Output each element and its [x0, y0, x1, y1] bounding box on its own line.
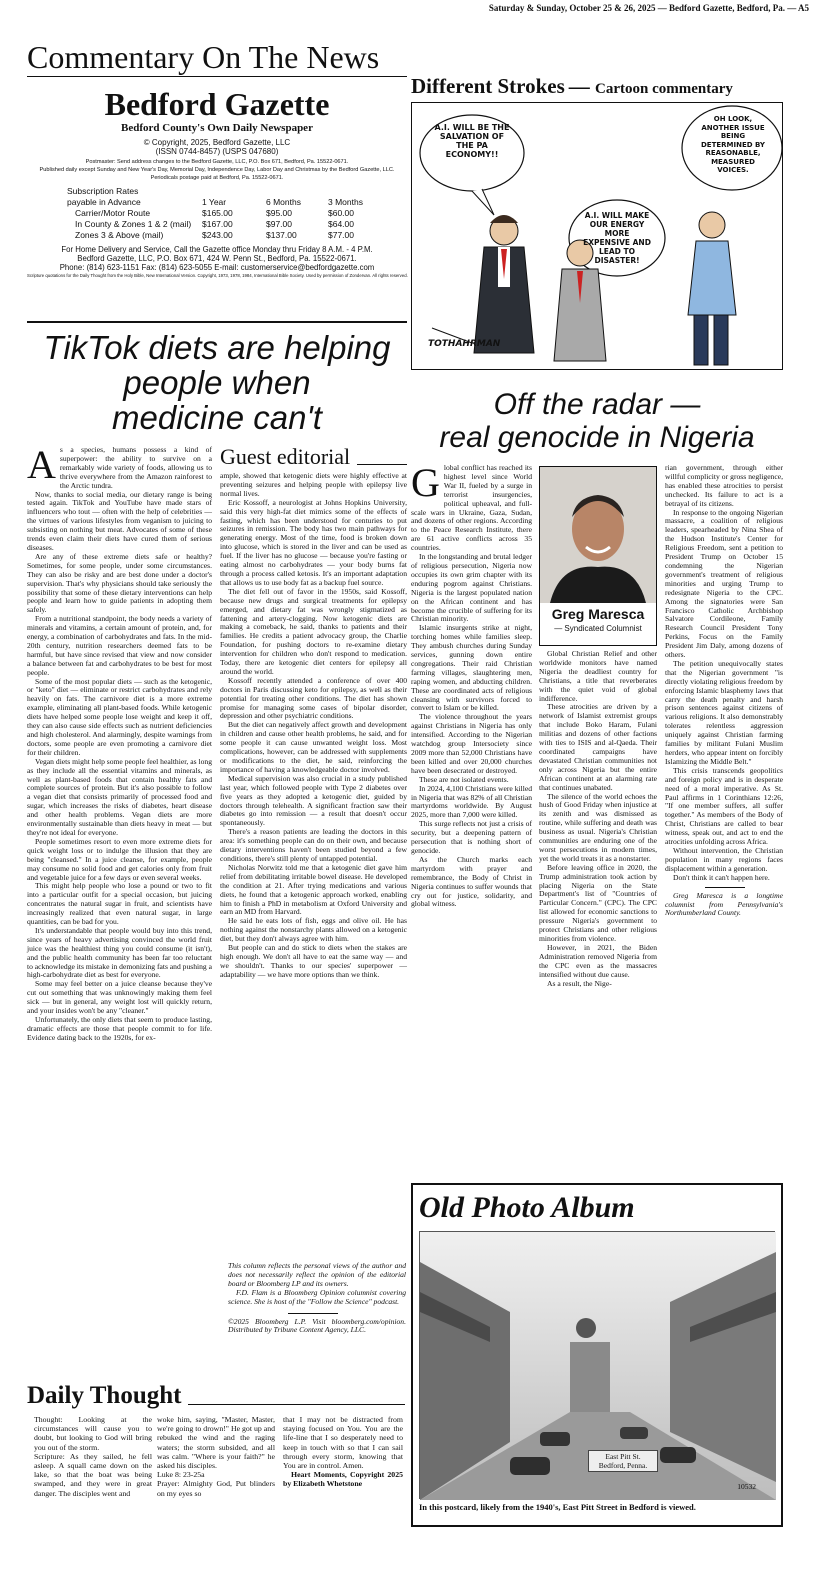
author-photo-box — [539, 466, 657, 646]
column-col-2 — [539, 649, 657, 988]
editorial-dropcap: A — [27, 442, 56, 487]
paragraph: People sometimes resort to even more extreme diets for quick weight loss or to indulge the illusion that they are being "cleansed." In a juice cleanse, for example, people may consume no solid food and get calories only from fruit and vegetable juice for a few days or even several weeks. — [27, 836, 212, 882]
rates-cell: $77.00 — [328, 230, 354, 240]
paragraph: Are any of these extreme diets safe or healthy? Sometimes, for some people, under some circumstances. They can also be risky and are best done under a doctor's supervision. That's why physicians should take seriously the possibility that some of these dietary interventions can help people and learn how to guide patients in adopting them safely. — [27, 551, 212, 615]
cartoon-frame — [411, 102, 783, 370]
editorial-headline-line: people when — [123, 364, 311, 401]
photo-label-line: East Pitt St. — [605, 1452, 641, 1461]
editorial-headline-line: TikTok diets are helping — [43, 329, 391, 366]
rates-header: 6 Months — [266, 197, 301, 207]
column-dropcap: G — [411, 460, 440, 505]
paragraph: Vegan diets might help some people feel healthier, as long as they include all the essential vitamins and minerals, as well as plant-based foods that contain healthy fats and complete sources of protein. But it's also possible to follow a vegan diet that consists primarily of processed food and sugar, which increases the risks of diabetes, heart disease and other health problems. Vegan diets are more environmentally sustainable than diets heavy in meat — but they're not ideal for everyone. — [27, 756, 212, 837]
photo-frame — [419, 1231, 775, 1499]
folio: Saturday & Sunday, October 25 & 26, 2025 — Bedford Gazette, Bedford, Pa. — A5 — [488, 3, 809, 13]
rates-cell: $243.00 — [202, 230, 233, 240]
paragraph: But people can and do stick to diets when the stakes are high enough. We don't all have to eat the same way — and we shouldn't. Thanks to our species' superpower — adaptability — we have more options than we think. — [220, 943, 407, 979]
paragraph: lobal conflict has reached its highest level since World War II, fueled by a surge in terrorist insurgencies, political upheaval, and full-scale wars in Ukraine, Gaza, Sudan, and dozens of other regions. According to the Peace Research Institute, there are 61 active conflicts across 35 countries. — [411, 463, 532, 553]
editorial-credit: ©2025 Bloomberg L.P. Visit bloomberg.com/opinion. Distributed by Tribune Content Agency, LLC. — [228, 1316, 406, 1335]
editorial-headline — [27, 330, 407, 435]
paragraph: Kossoff recently attended a conference of over 400 doctors in Paris discussing keto for epilepsy, as well as their potential for treating other conditions. The diet has shown promise for managing some cases of bipolar disorder, depression and other psychiatric conditions. — [220, 675, 407, 721]
rates-cell: $167.00 — [202, 219, 233, 229]
cartoon-section: Different Strokes — [411, 74, 565, 98]
paragraph: In 2024, 4,100 Christians were killed in Nigeria that was 82% of all Christian martyrdoms worldwide. By August 2025, more than 7,000 were killed. — [411, 783, 532, 820]
paragraph: Some may feel better on a juice cleanse because they've cut out something that was unknowingly making them feel sick — but in general, any weight lost will quickly return, and your insides won't be any "cleaner." — [27, 979, 212, 1016]
masthead-copyright: © Copyright, 2025, Bedford Gazette, LLC — [143, 138, 291, 147]
masthead-address: Bedford Gazette, LLC, P.O. Box 671, 424 W. Penn St., Bedford, Pa. 15522-0671. — [77, 254, 357, 263]
paragraph: In response to the ongoing Nigerian massacre, a coalition of religious leaders, spearheaded by Nina Shea of the Hudson Institute's Center for Religious Freedom, sent a petition to President Trump on October 15 condemning the Nigerian government's treatment of religious minorities and urging Trump to redesignate Nigeria to the CPC. Among the signatories were San Francisco Catholic Archbishop Salvatore Cordileone, Family Research Council President Tony Perkins, Focus on the Family President Jim Daly, among dozens of others. — [665, 507, 783, 660]
paragraph: However, in 2021, the Biden Administration removed Nigeria from the CPC even as the massacres intensified without due cause. — [539, 942, 657, 979]
masthead-issn: (ISSN 0744-8457) (USPS 047680) — [155, 147, 279, 156]
daily-thought-title: Daily Thought — [27, 1382, 182, 1409]
paragraph: The diet fell out of favor in the 1950s, said Kossoff, because new drugs and surgical treatments for epilepsy emerged, and dietary fat was wrongly stigmatized as fattening and artery-clogging. Now ketogenic diets are making a comeback, he said, thanks to patients and their families. He credits a patient advocacy group, the Charlie Foundation, for pushing doctors to re-examine dietary intervention for children who don't respond to medication. Today, there are ketogenic diet centers for epilepsy all around the world. — [220, 586, 407, 676]
paragraph: s a species, humans possess a kind of superpower: the ability to survive on a remarkably wide variety of foods, allowing us to thrive everywhere from the Amazon rainforest to the Arctic tundra. — [59, 445, 212, 490]
rates-cell: $97.00 — [266, 219, 292, 229]
paragraph: These atrocities are driven by a network of Islamist extremist groups that include Boko Haram, Fulani militias and dozens of other factions with ties to ISIS and al-Qaeda. Their coordinated campaigns have devastated Christian communities not only across Nigeria but the entire African continent at an alarming rate that continues unabated. — [539, 702, 657, 792]
paragraph: Unfortunately, the only diets that seem to produce lasting, dramatic effects are those that people commit to for life. Evidence dating back to the 1920s, for ex- — [27, 1015, 212, 1042]
photo-caption: In this postcard, likely from the 1940's, East Pitt Street in Bedford is viewed. — [419, 1502, 696, 1512]
section-title: Commentary On The News — [27, 39, 380, 75]
paragraph: There's a reason patients are leading the doctors in this area: it's something people can do on their own, and because dietary interventions haven't been studied beyond a few conditions, there's still plenty of untapped potential. — [220, 827, 407, 863]
paragraph: Medical supervision was also crucial in a study published last year, which followed people with Type 2 diabetes over five years as they adopted a ketogenic diet, guided by doctors through telehealth. A significant fraction saw their diabetes go into remission — a result that doesn't occur spontaneously. — [220, 773, 407, 828]
rates-cell: Zones 3 & Above (mail) — [75, 230, 164, 240]
cartoon-signature: TOTHAHRMAN — [428, 339, 501, 349]
paragraph: Some of the most popular diets — such as the ketogenic, or "keto" diet — eliminate or restrict carbohydrates and rely heavily on fats. The carnivore diet is a more extreme example, eliminating all plant-based foods. While ketogenic diets have helped some people lose weight and keep it off, they can also cause side effects such as nutrient deficiencies and high cholesterol. And alarmingly, despite warnings from doctors, some people are even promoting a carnivore diet for their children. — [27, 676, 212, 757]
rates-header: 3 Months — [328, 197, 363, 207]
rates-header: payable in Advance — [67, 197, 141, 207]
paragraph: But the diet can negatively affect growth and development in children and cause other health problems, he said, and for some people it can cause unwanted weight loss. Most complications, however, can be addressed with supplements or modifications to the diet, he said, reinforcing the importance of having a knowledgeable doctor involved. — [220, 720, 407, 774]
rates-cell: $137.00 — [266, 230, 297, 240]
cartoon-subtitle: Cartoon commentary — [595, 81, 733, 97]
photo-album-box — [411, 1183, 783, 1527]
photo-number: 10532 — [737, 1482, 756, 1491]
rates-table — [67, 186, 367, 241]
paragraph: rian government, through either willful complicity or gross negligence, has enabled these atrocities to persist unchecked. Its failure to act is a betrayal of its citizens. — [665, 463, 783, 508]
column-bio: Greg Maresca is a longtime columnist from Pennsylvania's Northumberland County. — [665, 890, 783, 918]
editorial-col-2 — [220, 472, 407, 1262]
paragraph: Global Christian Relief and other worldwide monitors have named Nigeria the deadliest country for Christians, a title that reverberates with the quiet void of global indifference. — [539, 649, 657, 703]
paragraph: This might help people who lose a pound or two to fit into a particular outfit for a special occasion, but juicing concentrates the natural sugar in fruit, and scientists have increasingly realized that even natural sugar, in large quantities, can be bad for you. — [27, 881, 212, 927]
rates-title: Subscription Rates — [67, 186, 139, 196]
daily-thought-col-2: woke him, saying, "Master, Master, we're going to drown!" He got up and rebuked the wind and the raging waters; the storm subsided, and all was calm. "Where is your faith?" he asked his disciples. Luke 8: 23-25a Prayer: Almighty God, Put blinders on my eyes so — [157, 1415, 275, 1498]
daily-thought-text: that I may not be distracted from staying focused on You. You are the life-line that I so desperately need to keep in touch with so that I can sail through every storm, knowing that You are in control. Amen. — [283, 1415, 403, 1471]
paragraph: He said he eats lots of fish, eggs and olive oil. He has nothing against the nonstarchy plants allowed on a ketogenic diet, but they don't always agree with him. — [220, 916, 407, 944]
paragraph: In the longstanding and brutal ledger of religious persecution, Nigeria now occupies its own grim chapter with its enduring pogrom against Christians. Nigeria is the largest populated nation on the African continent and has become the crucible of suffering for its Christian minority. — [411, 552, 532, 624]
rates-cell: $95.00 — [266, 208, 292, 218]
masthead-scripture-note: Scripture quotations for the Daily Thought from the Holy Bible, New International Version. Copyright, 1973, 1978, 1984, International Bible Society. Used by permission of Zondervan. All rights reserved. — [27, 273, 408, 278]
paragraph: Nicholas Norwitz told me that a ketogenic diet gave him relief from debilitating irritable bowel disease. He developed the condition at 21. After trying medications and various diets, he found that a ketogenic approach worked, enabling him to finish a PhD in metabolism at Oxford University and earn an MD from Harvard. — [220, 862, 407, 917]
paragraph: Without intervention, the Christian population in many regions faces displacement within a generation. — [665, 845, 783, 873]
paragraph: ample, showed that ketogenic diets were highly effective at preventing seizures and helping people with epilepsy live normal lives. — [220, 471, 407, 498]
column-col-1 — [411, 460, 532, 909]
column-headline — [411, 388, 783, 454]
paragraph: The petition unequivocally states that the Nigerian government "is directly violating religious freedom by enforcing Islamic blasphemy laws that carry the death penalty and harsh prison sentences against citizens of various religions. It also demonstrably tolerates relentless aggression uniquely against Christian farming families by militant Fulani Muslim herders, who appear intent on forcibly Islamizing the Middle Belt." — [665, 658, 783, 766]
rates-cell: $64.00 — [328, 219, 354, 229]
paragraph: This surge reflects not just a crisis of security, but a deepening pattern of persecution that is nothing short of genocide. — [411, 819, 532, 855]
editorial-bio: F.D. Flam is a Bloomberg Opinion columnist covering science. She is host of the "Follow the Science" podcast. — [228, 1287, 406, 1306]
paragraph: As a result, the Nige- — [547, 978, 612, 988]
paragraph: It's understandable that people would buy into this trend, since years of heavy advertising convinced the world fruit juice was the healthiest thing you could consume (it isn't), and the public health community has been far too reluctant to acknowledge its mistake in demonizing fats and pushing a high-carbohydrate diet as best for everyone. — [27, 925, 212, 980]
author-name: Greg Maresca — [551, 606, 645, 622]
paragraph: The silence of the world echoes the hush of Good Friday when injustice at its zenith and was dismissed as routine, while suffering and death was business as usual. Nigeria's Christian communities are enduring one of the worst persecutions in modern times, yet the world treats it as a nonstarter. — [539, 791, 657, 863]
rates-cell: In County & Zones 1 & 2 (mail) — [75, 219, 192, 229]
photo-label — [588, 1450, 658, 1472]
masthead-published: Published daily except Sunday and New Year's Day, Memorial Day, Independence Day, Labor Day and Christmas by the Bedford Gazette, LLC. — [39, 167, 395, 173]
daily-thought-col-3 — [283, 1415, 403, 1489]
masthead-postmaster: Postmaster: Send address changes to the Bedford Gazette, LLC, P.O. Box 671, Bedford, Pa. 15522-0671. — [85, 159, 349, 165]
rates-cell: $60.00 — [328, 208, 354, 218]
cartoon-bubble-1: A.I. WILL BE THE SALVATION OF THE PA ECONOMY!! — [434, 123, 510, 159]
masthead-name: Bedford Gazette — [104, 86, 330, 122]
paragraph: The violence throughout the years against Christians in Nigeria has only intensified. According to the Nigerian watchdog group Intersociety since 2009 more than 52,000 Christians have been killed and over 20,000 churches have been desecrated or destroyed. — [411, 712, 532, 775]
paragraph: Before leaving office in 2020, the Trump administration took action by placing Nigeria on the State Department's list of "Countries of Particular Concern." (CPC). The CPC list allowed for economic sanctions to pressure Nigeria's government to protect Christians and other religious minorities from violence. — [539, 862, 657, 943]
masthead-contact: Phone: (814) 623-1151 Fax: (814) 623-5055 E-mail: customerservice@bedfordgazette.com — [59, 263, 375, 272]
rates-cell: Carrier/Motor Route — [75, 208, 151, 218]
photo-album-title: Old Photo Album — [419, 1191, 635, 1224]
author-photo — [540, 467, 656, 603]
author-role: — Syndicated Columnist — [554, 624, 642, 633]
paragraph: Now, thanks to social media, our dietary range is being tested again. TikTok and YouTube have made stars of influencers who tout — often with the help of celebrities — the virtues of various lifestyles from veganism to juicing to subsisting on nothing but meat. Advocates of some of these trends even claim their diets have cured them of serious diseases. — [27, 489, 212, 552]
cartoon-header — [411, 74, 733, 99]
cartoon-dash: — — [568, 74, 596, 98]
paragraph: These are not isolated events. — [419, 774, 509, 784]
paragraph: Don't think it can't happen here. — [673, 872, 770, 882]
paragraph: As the Church marks each martyrdom with prayer and remembrance, the Body of Christ in Nigeria continues to suffer wounds that cry out for justice, solidarity, and global witness. — [411, 854, 532, 909]
daily-thought-credit: Heart Moments, Copyright 2025 by Elizabeth Whetstone — [283, 1470, 403, 1489]
masthead-tagline: Bedford County's Own Daily Newspaper — [121, 122, 313, 134]
rates-cell: $165.00 — [202, 208, 233, 218]
column-headline-line: real genocide in Nigeria — [439, 421, 755, 454]
paragraph: Islamic insurgents strike at night, torching homes while families sleep. They ambush churches during Sunday services, gunning down entire congregations. Their raid Christian farming villages, slaughtering men, raping women, and abducting children. These are coordinated acts of religious cleansing with survivors forced to convert to Islam or be killed. — [411, 623, 532, 713]
rates-header: 1 Year — [202, 197, 227, 207]
editorial-disclaimer: This column reflects the personal views of the author and does not necessarily reflect the opinion of the editorial board or Bloomberg LP and its owners. — [228, 1261, 406, 1288]
column-col-3 — [665, 463, 783, 918]
column-headline-line: Off the radar — — [493, 388, 701, 421]
cartoon-bubble-3: OH LOOK, ANOTHER ISSUE BEING DETERMINED BY REASONABLE, MEASURED VOICES. — [700, 115, 766, 174]
paragraph: From a nutritional standpoint, the body needs a variety of minerals and vitamins, a certain amount of protein, and, for energy, a combination of carbohydrates and fats. In the mid-20th century, nutrition researchers deemed fats to be harmful, but have since revised that view and now consider a balance between fat and carbohydrates to be best for most people. — [27, 614, 212, 677]
paragraph: This crisis transcends geopolitics and foreign policy and is in desperate need of a moral imperative. As St. Paul affirms in 1 Corinthians 12:26, "If one member suffers, all suffer together." As members of the Body of Christ, Christians are called to bear witness, speak out, and act to end the atrocities unfolding across Africa. — [665, 765, 783, 847]
masthead-delivery: For Home Delivery and Service, Call the Gazette office Monday thru Friday 8 A.M. - 4 P.M. — [61, 245, 373, 254]
editorial-headline-line: medicine can't — [112, 399, 322, 436]
paragraph: Eric Kossoff, a neurologist at Johns Hopkins University, said this very high-fat diet mimics some of the effects of fasting, which has been understood for centuries to put seizures in remission. The body has two main pathways for generating energy. Most of the time, food is broken down into glucose, which is stored in the liver and can be used as fuel. If the liver has no glucose — because you're fasting or eating almost no carbohydrates — your body burns fat through a process called ketosis. It's an important adaptation that allows us to use body fat as a backup fuel source. — [220, 497, 407, 587]
editorial-footer — [228, 1262, 406, 1335]
masthead-periodicals: Periodicals postage paid at Bedford, Pa. 15522-0671. — [150, 175, 284, 181]
cartoon-bubble-2: A.I. WILL MAKE OUR ENERGY MORE EXPENSIVE AND LEAD TO DISASTER! — [583, 211, 651, 265]
daily-thought-col-1: Thought: Looking at the circumstances will cause you to doubt, but looking to God will bring you out of the storm. Scripture: As they sailed, he fell asleep. A squall came down on the lake, so that the boat was being swamped, and they were in great danger. The disciples went and — [34, 1415, 152, 1498]
photo-label-line: Bedford, Penna. — [598, 1461, 648, 1470]
masthead-box — [27, 85, 407, 317]
editorial-col-1 — [27, 442, 212, 1376]
editorial-label: Guest editorial — [220, 444, 351, 469]
